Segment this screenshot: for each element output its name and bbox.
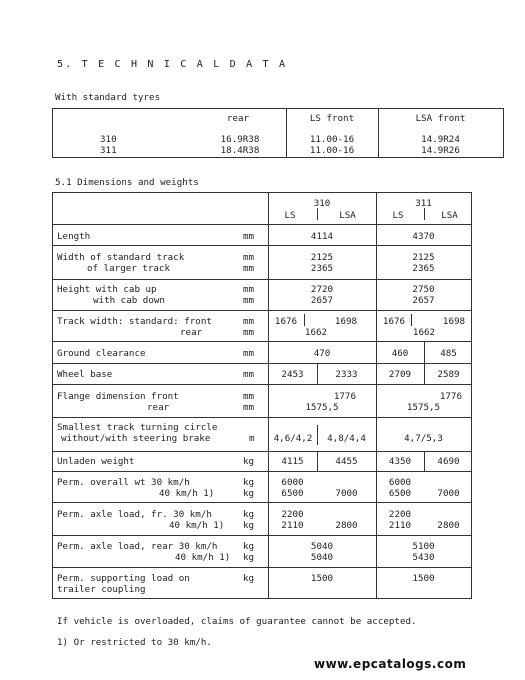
coupling-label-2: trailer coupling [57, 584, 146, 595]
section-title: 5. T E C H N I C A L D A T A [57, 59, 288, 70]
height-label-2: with cab down [93, 295, 165, 306]
height-unit-2: mm [243, 295, 255, 306]
lsa-311-header: LSA [441, 210, 458, 221]
overall-lsa-311: 7000 [437, 488, 460, 499]
height-b-311: 2657 [412, 295, 435, 306]
length-label: Length [57, 231, 91, 242]
trackwidth-label-1: Track width: standard: front [57, 316, 212, 327]
overall-a-311: 6000 [388, 477, 412, 488]
flange-rear-310: 1575,5 [305, 402, 339, 413]
length-311: 4370 [412, 231, 435, 242]
axle-front-label-1: Perm. axle load, fr. 30 km/h [57, 509, 212, 520]
unladen-ls-311: 4350 [388, 456, 412, 467]
height-unit-1: mm [243, 284, 255, 295]
ls-310-header: LS [284, 210, 296, 221]
wheelbase-lsa-311: 2589 [437, 369, 460, 380]
axle-rear-a-310: 5040 [310, 541, 334, 552]
model-310-header: 310 [313, 198, 331, 209]
track-label-2: of larger track [87, 263, 170, 274]
flange-front-311: 1776 [439, 391, 462, 402]
length-unit: mm [243, 231, 255, 242]
trackwidth-rear-311: 1662 [412, 327, 436, 338]
overall-unit-1: kg [243, 477, 255, 488]
track-a-310: 2125 [310, 252, 334, 263]
overall-a-310: 6000 [281, 477, 304, 488]
height-a-311: 2750 [412, 284, 435, 295]
unladen-unit: kg [243, 456, 255, 467]
tyres-ls-front-311: 11.00-16 [309, 145, 355, 156]
model-311-header: 311 [415, 198, 432, 209]
trackwidth-unit-1: mm [243, 316, 255, 327]
axle-rear-a-311: 5100 [412, 541, 435, 552]
flange-label-2: rear [147, 402, 170, 413]
clearance-ls-311: 460 [391, 348, 409, 359]
axle-rear-label-1: Perm. axle load, rear 30 km/h [57, 541, 218, 552]
trackwidth-ls-310: 1676 [274, 316, 298, 327]
tyres-model-310: 310 [100, 134, 117, 145]
lsa-310-header: LSA [339, 210, 356, 221]
axle-front-b-311: 2110 [388, 520, 412, 531]
unladen-ls-310: 4115 [281, 456, 304, 467]
coupling-311: 1500 [412, 573, 435, 584]
tyres-heading: With standard tyres [55, 92, 161, 103]
coupling-label-1: Perm. supporting load on [57, 573, 190, 584]
ls-311-header: LS [392, 210, 404, 221]
wheelbase-label: Wheel base [57, 369, 113, 380]
axle-front-lsa-311: 2800 [437, 520, 460, 531]
tyres-lsa-front-310: 14.9R24 [421, 134, 460, 145]
axle-front-a-310: 2200 [281, 509, 304, 520]
tyres-rear-311: 18.4R38 [220, 145, 260, 156]
tyres-header-rear: rear [226, 113, 250, 124]
tyres-ls-front-310: 11.00-16 [309, 134, 355, 145]
overall-b-311: 6500 [388, 488, 412, 499]
axle-rear-b-310: 5040 [310, 552, 334, 563]
wheelbase-ls-310: 2453 [281, 369, 304, 380]
tyres-header-ls-front: LS front [309, 113, 355, 124]
axle-rear-b-311: 5430 [412, 552, 435, 563]
tyres-rear-310: 16.9R38 [220, 134, 260, 145]
wheelbase-lsa-310: 2333 [335, 369, 358, 380]
turning-ls-310: 4,6/4,2 [273, 433, 313, 444]
turning-label-1: Smallest track turning circle [57, 422, 218, 433]
footer-url: www.epcatalogs.com [314, 657, 467, 671]
wheelbase-ls-311: 2709 [388, 369, 412, 380]
dims-heading: 5.1 Dimensions and weights [55, 177, 199, 188]
trackwidth-lsa-311: 1698 [442, 316, 466, 327]
flange-label-1: Flange dimension front [57, 391, 179, 402]
unladen-label: Unladen weight [57, 456, 135, 467]
trackwidth-label-2: rear [180, 327, 203, 338]
length-310: 4114 [310, 231, 334, 242]
coupling-310: 1500 [310, 573, 334, 584]
track-label-1: Width of standard track [57, 252, 185, 263]
unladen-lsa-310: 4455 [335, 456, 358, 467]
overall-unit-2: kg [243, 488, 255, 499]
axle-front-b-310: 2110 [281, 520, 304, 531]
axle-front-lsa-310: 2800 [335, 520, 358, 531]
axle-front-a-311: 2200 [388, 509, 412, 520]
axle-rear-label-2: 40 km/h 1) [175, 552, 231, 563]
flange-unit-1: mm [243, 391, 255, 402]
coupling-unit: kg [243, 573, 255, 584]
turning-311: 4,7/5,3 [404, 433, 443, 444]
turning-unit: m [249, 433, 255, 444]
flange-unit-2: mm [243, 402, 255, 413]
axle-rear-unit-1: kg [243, 541, 255, 552]
clearance-lsa-311: 485 [440, 348, 457, 359]
unladen-lsa-311: 4690 [437, 456, 460, 467]
flange-front-310: 1776 [333, 391, 356, 402]
trackwidth-ls-311: 1676 [382, 316, 406, 327]
track-b-310: 2365 [310, 263, 334, 274]
track-unit-1: mm [243, 252, 255, 263]
track-unit-2: mm [243, 263, 255, 274]
tyres-model-311: 311 [100, 145, 117, 156]
trackwidth-lsa-310: 1698 [334, 316, 358, 327]
warning-note: If vehicle is overloaded, claims of guarantee cannot be accepted. [57, 616, 417, 627]
axle-rear-unit-2: kg [243, 552, 255, 563]
trackwidth-rear-310: 1662 [304, 327, 328, 338]
clearance-310: 470 [313, 348, 331, 359]
height-label-1: Height with cab up [57, 284, 157, 295]
overall-lsa-310: 7000 [335, 488, 358, 499]
footnote: 1) Or restricted to 30 km/h. [57, 637, 212, 648]
height-a-310: 2720 [310, 284, 334, 295]
axle-front-unit-2: kg [243, 520, 255, 531]
overall-label-1: Perm. overall wt 30 km/h [57, 477, 190, 488]
clearance-unit: mm [243, 348, 255, 359]
clearance-label: Ground clearance [57, 348, 146, 359]
overall-label-2: 40 km/h 1) [159, 488, 215, 499]
tyres-header-lsa-front: LSA front [415, 113, 466, 124]
axle-front-unit-1: kg [243, 509, 255, 520]
overall-b-310: 6500 [281, 488, 304, 499]
track-b-311: 2365 [412, 263, 435, 274]
tyres-lsa-front-311: 14.9R26 [421, 145, 460, 156]
turning-lsa-310: 4,8/4,4 [327, 433, 366, 444]
height-b-310: 2657 [310, 295, 334, 306]
axle-front-label-2: 40 km/h 1) [169, 520, 225, 531]
trackwidth-unit-2: mm [243, 327, 255, 338]
flange-rear-311: 1575,5 [406, 402, 441, 413]
turning-label-2: without/with steering brake [61, 433, 211, 444]
wheelbase-unit: mm [243, 369, 255, 380]
track-a-311: 2125 [412, 252, 435, 263]
